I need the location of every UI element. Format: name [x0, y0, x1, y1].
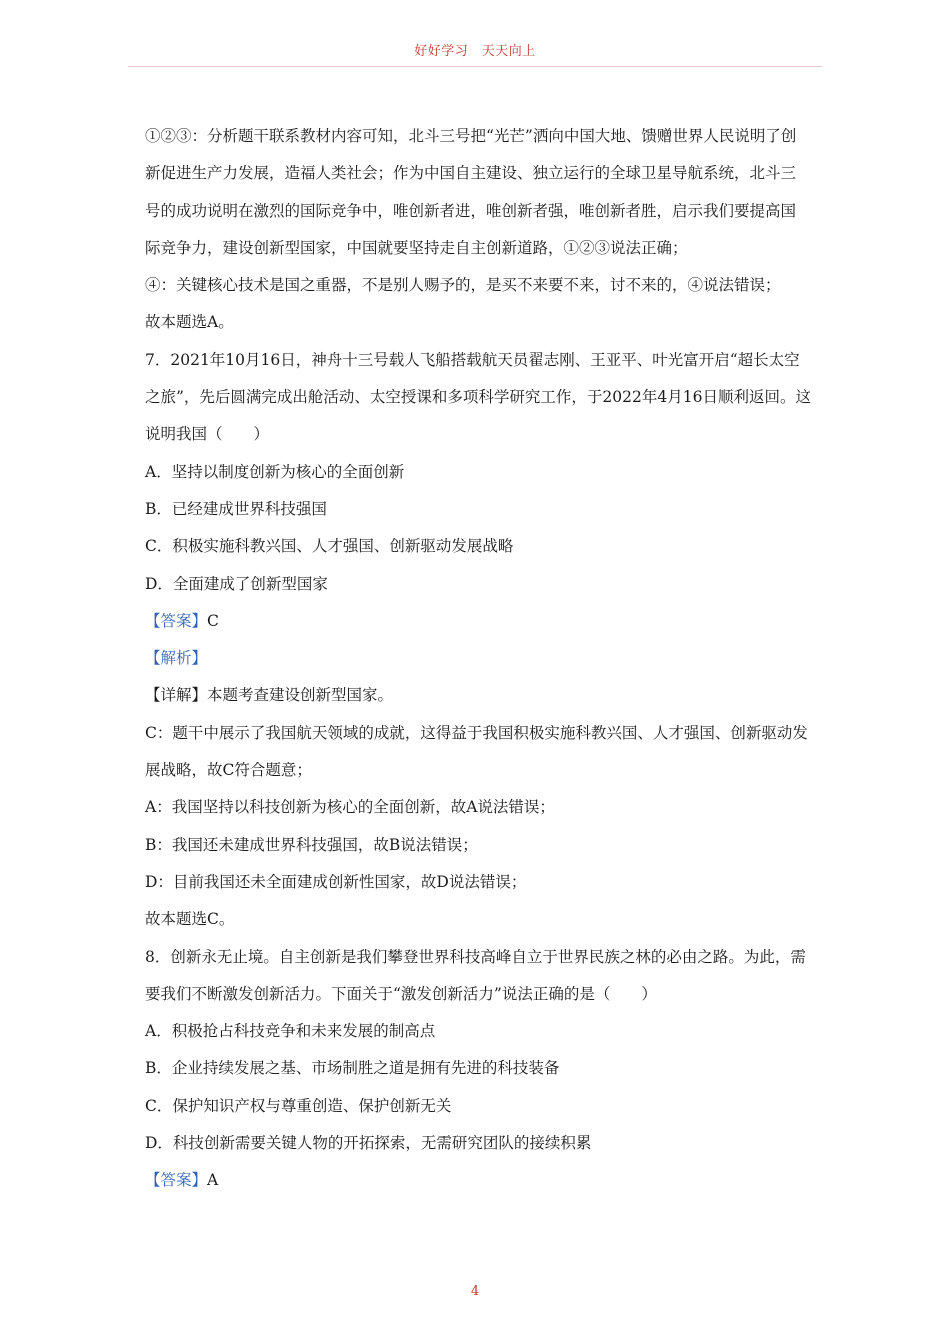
question-7-stem: 7．2021年10月16日，神舟十三号载人飞船搭载航天员翟志刚、王亚平、叶光富开启“超长太空之旅”，先后圆满完成出舱活动、太空授课和多项科学研究工作，于2022年4月16日顺利返回。这说明我国（ ） — [145, 350, 811, 444]
paragraph: ④：关键核心技术是国之重器，不是别人赐予的，是买不来要不来，讨不来的，④说法错误； — [145, 276, 781, 295]
detail-line — [145, 677, 811, 714]
answer-line — [145, 1162, 811, 1199]
question-8-stem: 8．创新永无止境。自主创新是我们攀登世界科技高峰自立于世界民族之林的必由之路。为此，需要我们不断激发创新活力。下面关于“激发创新活力”说法正确的是（ ） — [145, 947, 806, 1003]
header-divider — [128, 66, 822, 67]
option-b: B．已经建成世界科技强国 — [145, 499, 327, 518]
paragraph: 故本题选A。 — [145, 313, 234, 332]
option-a: A．坚持以制度创新为核心的全面创新 — [145, 462, 405, 481]
page-header: 好好学习 天天向上 — [414, 44, 536, 59]
answer-tag: 【答案】 — [145, 611, 208, 630]
detail-text: 本题考查建设创新型国家。 — [207, 686, 394, 705]
explanation: B：我国还未建成世界科技强国，故B说法错误； — [145, 835, 478, 854]
option-d: D．全面建成了创新型国家 — [145, 574, 328, 593]
answer-tag: 【答案】 — [145, 1171, 208, 1190]
answer-value: C — [207, 611, 219, 630]
option-c: C．积极实施科教兴国、人才强国、创新驱动发展战略 — [145, 537, 514, 556]
analysis-tag: 【解析】 — [145, 649, 208, 668]
document-body — [145, 118, 811, 1200]
answer-value: A — [207, 1171, 219, 1190]
page-number: 4 — [470, 1284, 480, 1299]
option-a: A．积极抢占科技竞争和未来发展的制高点 — [145, 1022, 436, 1041]
option-c: C．保护知识产权与尊重创造、保护创新无关 — [145, 1096, 452, 1115]
option-b: B．企业持续发展之基、市场制胜之道是拥有先进的科技装备 — [145, 1059, 560, 1078]
explanation: C：题干中展示了我国航天领域的成就，这得益于我国积极实施科教兴国、人才强国、创新驱动发展战略，故C符合题意； — [145, 723, 808, 780]
explanation: A：我国坚持以科技创新为核心的全面创新，故A说法错误； — [145, 798, 555, 817]
analysis-line — [145, 640, 811, 677]
answer-line — [145, 603, 811, 640]
detail-tag: 【详解】 — [145, 686, 208, 705]
option-d: D．科技创新需要关键人物的开拓探索，无需研究团队的接续积累 — [145, 1134, 592, 1153]
explanation: 故本题选C。 — [145, 910, 235, 929]
paragraph: ①②③：分析题干联系教材内容可知，北斗三号把“光芒”洒向中国大地、馈赠世界人民说明了创新促进生产力发展，造福人类社会；作为中国自主建设、独立运行的全球卫星导航系统，北斗三号的成功说明在激烈的国际竞争中，唯创新者进，唯创新者强，唯创新者胜，启示我们要提高国际竞争力，建设创新型国家，中国就要坚持走自主创新道路，①②③说法正确； — [145, 127, 797, 257]
explanation: D：目前我国还未全面建成创新性国家，故D说法错误； — [145, 872, 527, 891]
